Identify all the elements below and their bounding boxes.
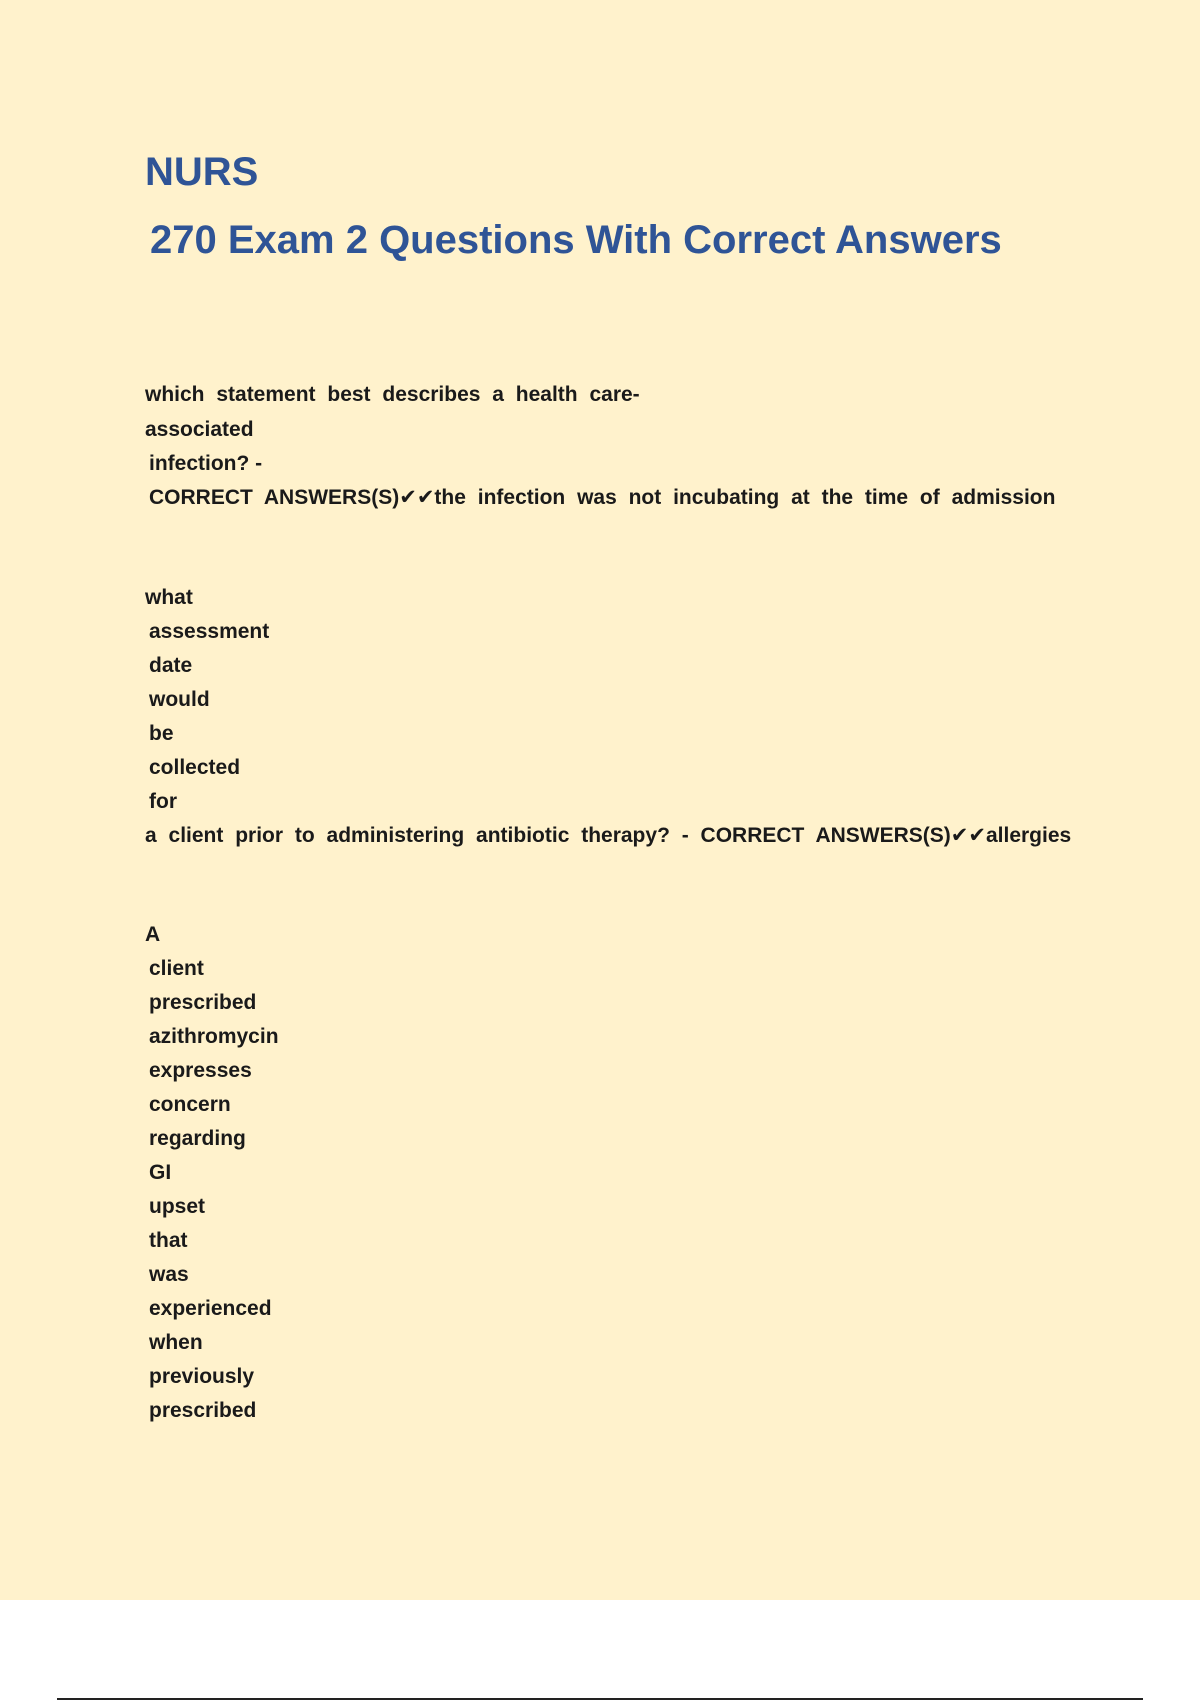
question-2-line-6: collected bbox=[149, 756, 241, 779]
question-3-line-11: was bbox=[149, 1263, 189, 1286]
question-2-answer: a client prior to administering antibiotic therapy? - CORRECT ANSWERS(S)✔✔allergies bbox=[145, 824, 1072, 847]
question-3-line-3: prescribed bbox=[149, 991, 257, 1014]
document-subtitle: 270 Exam 2 Questions With Correct Answers bbox=[150, 218, 1002, 262]
question-3-line-8: GI bbox=[149, 1161, 172, 1184]
question-3-line-7: regarding bbox=[149, 1127, 246, 1150]
question-3-line-1: A bbox=[145, 923, 161, 946]
question-2-line-7: for bbox=[149, 790, 177, 813]
question-1-line-3: infection? - bbox=[149, 452, 263, 475]
question-3-line-6: concern bbox=[149, 1093, 231, 1116]
question-2-line-2: assessment bbox=[149, 620, 270, 643]
question-2-line-4: would bbox=[149, 688, 210, 711]
question-1-line-1: which statement best describes a health care- bbox=[145, 383, 640, 406]
question-2-line-1: what bbox=[145, 586, 193, 609]
question-3-line-2: client bbox=[149, 957, 204, 980]
question-3-line-5: expresses bbox=[149, 1059, 252, 1082]
question-2-line-3: date bbox=[149, 654, 193, 677]
question-3-line-15: prescribed bbox=[149, 1399, 257, 1422]
question-3-line-10: that bbox=[149, 1229, 188, 1252]
question-3-line-12: experienced bbox=[149, 1297, 272, 1320]
question-3-line-9: upset bbox=[149, 1195, 206, 1218]
question-1-answer: CORRECT ANSWERS(S)✔✔the infection was not incubating at the time of admission bbox=[149, 486, 1056, 509]
question-1-line-2: associated bbox=[145, 418, 254, 441]
question-3-line-14: previously bbox=[149, 1365, 255, 1388]
question-2-line-5: be bbox=[149, 722, 174, 745]
question-3-line-13: when bbox=[149, 1331, 203, 1354]
question-3-line-4: azithromycin bbox=[149, 1025, 279, 1048]
document-title: NURS bbox=[145, 150, 259, 194]
